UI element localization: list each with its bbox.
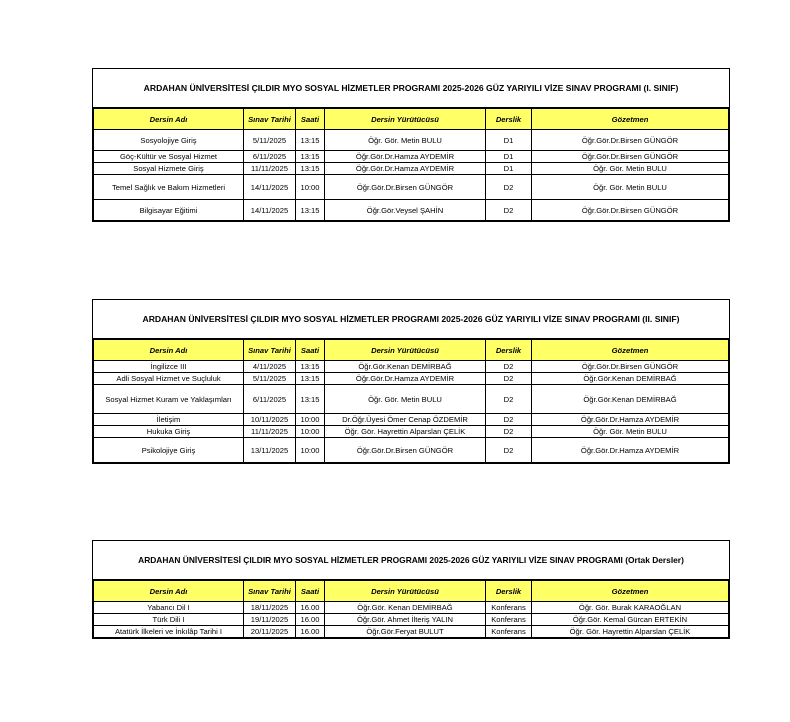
exam-time: 16.00 bbox=[296, 602, 325, 614]
col-classroom: Derslik bbox=[486, 109, 532, 130]
schedule-title: ARDAHAN ÜNİVERSİTESİ ÇILDIR MYO SOSYAL HİZMETLER PROGRAMI 2025-2026 GÜZ YARIYILI VİZE SINAV PROGRAMI (Ortak Dersler) bbox=[93, 541, 729, 580]
course-name: Sosyal Hizmet Kuram ve Yaklaşımları bbox=[94, 385, 244, 414]
classroom: D2 bbox=[486, 438, 532, 463]
col-classroom: Derslik bbox=[486, 581, 532, 602]
table-row bbox=[94, 373, 729, 385]
exam-date: 11/11/2025 bbox=[244, 426, 296, 438]
course-name: Göç-Kültür ve Sosyal Hizmet bbox=[94, 151, 244, 163]
exam-date: 13/11/2025 bbox=[244, 438, 296, 463]
instructor: Öğr.Gör.Feryat BULUT bbox=[325, 626, 486, 638]
course-name: Sosyal Hizmete Giriş bbox=[94, 163, 244, 175]
classroom: D2 bbox=[486, 175, 532, 200]
classroom: D2 bbox=[486, 373, 532, 385]
exam-time: 10:00 bbox=[296, 414, 325, 426]
instructor: Öğr. Gör. Metin BULU bbox=[325, 130, 486, 151]
col-proctor: Gözetmen bbox=[532, 109, 729, 130]
col-proctor: Gözetmen bbox=[532, 340, 729, 361]
instructor: Öğr.Gör. Kenan DEMİRBAĞ bbox=[325, 602, 486, 614]
table-row bbox=[94, 130, 729, 151]
exam-time: 16.00 bbox=[296, 626, 325, 638]
schedule-table bbox=[93, 108, 729, 221]
exam-time: 13:15 bbox=[296, 385, 325, 414]
instructor: Dr.Öğr.Üyesi Ömer Cenap ÖZDEMİR bbox=[325, 414, 486, 426]
classroom: D2 bbox=[486, 385, 532, 414]
exam-date: 6/11/2025 bbox=[244, 385, 296, 414]
table-row bbox=[94, 602, 729, 614]
instructor: Öğr.Gör. Ahmet İlteriş YALIN bbox=[325, 614, 486, 626]
exam-date: 20/11/2025 bbox=[244, 626, 296, 638]
table-row bbox=[94, 175, 729, 200]
exam-time: 13:15 bbox=[296, 373, 325, 385]
col-time: Saati bbox=[296, 109, 325, 130]
exam-schedule-first-year bbox=[92, 68, 730, 222]
proctor: Öğr.Gör.Kenan DEMİRBAĞ bbox=[532, 385, 729, 414]
schedule-title: ARDAHAN ÜNİVERSİTESİ ÇILDIR MYO SOSYAL HİZMETLER PROGRAMI 2025-2026 GÜZ YARIYILI VİZE SINAV PROGRAMI (I. SINIF) bbox=[93, 69, 729, 108]
table-row bbox=[94, 151, 729, 163]
proctor: Öğr.Gör.Dr.Birsen GÜNGÖR bbox=[532, 200, 729, 221]
col-proctor: Gözetmen bbox=[532, 581, 729, 602]
proctor: Öğr.Gör.Dr.Birsen GÜNGÖR bbox=[532, 130, 729, 151]
exam-time: 10:00 bbox=[296, 438, 325, 463]
col-time: Saati bbox=[296, 581, 325, 602]
exam-schedule-common-courses bbox=[92, 540, 730, 639]
exam-time: 10:00 bbox=[296, 426, 325, 438]
proctor: Öğr.Gör.Dr.Hamza AYDEMİR bbox=[532, 438, 729, 463]
course-name: Sosyolojiye Giriş bbox=[94, 130, 244, 151]
exam-date: 14/11/2025 bbox=[244, 200, 296, 221]
col-classroom: Derslik bbox=[486, 340, 532, 361]
instructor: Öğr.Gör.Dr.Birsen GÜNGÖR bbox=[325, 175, 486, 200]
col-time: Saati bbox=[296, 340, 325, 361]
instructor: Öğr.Gör.Veysel ŞAHİN bbox=[325, 200, 486, 221]
exam-time: 13:15 bbox=[296, 151, 325, 163]
course-name: Temel Sağlık ve Bakım Hizmetleri bbox=[94, 175, 244, 200]
instructor: Öğr. Gör. Metin BULU bbox=[325, 385, 486, 414]
exam-time: 13:15 bbox=[296, 163, 325, 175]
table-row bbox=[94, 614, 729, 626]
schedule-table bbox=[93, 339, 729, 463]
proctor: Öğr. Gör. Hayrettin Alparslan ÇELİK bbox=[532, 626, 729, 638]
classroom: D2 bbox=[486, 426, 532, 438]
classroom: D2 bbox=[486, 414, 532, 426]
classroom: Konferans bbox=[486, 626, 532, 638]
table-row bbox=[94, 200, 729, 221]
instructor: Öğr. Gör. Hayrettin Alparslan ÇELİK bbox=[325, 426, 486, 438]
schedule-table bbox=[93, 580, 729, 638]
col-course-name: Dersin Adı bbox=[94, 340, 244, 361]
col-exam-date: Sınav Tarihi bbox=[244, 109, 296, 130]
course-name: İletişim bbox=[94, 414, 244, 426]
instructor: Öğr.Gör.Dr.Hamza AYDEMİR bbox=[325, 373, 486, 385]
proctor: Öğr.Gör.Kenan DEMİRBAĞ bbox=[532, 373, 729, 385]
course-name: Bilgisayar Eğitimi bbox=[94, 200, 244, 221]
proctor: Öğr.Gör.Dr.Birsen GÜNGÖR bbox=[532, 151, 729, 163]
table-row bbox=[94, 626, 729, 638]
exam-date: 14/11/2025 bbox=[244, 175, 296, 200]
exam-time: 16.00 bbox=[296, 614, 325, 626]
classroom: D1 bbox=[486, 163, 532, 175]
exam-schedule-second-year bbox=[92, 299, 730, 464]
instructor: Öğr.Gör.Dr.Hamza AYDEMİR bbox=[325, 151, 486, 163]
classroom: D1 bbox=[486, 130, 532, 151]
proctor: Öğr.Gör.Dr.Hamza AYDEMİR bbox=[532, 414, 729, 426]
proctor: Öğr. Gör. Burak KARAOĞLAN bbox=[532, 602, 729, 614]
exam-date: 5/11/2025 bbox=[244, 130, 296, 151]
col-exam-date: Sınav Tarihi bbox=[244, 340, 296, 361]
table-row bbox=[94, 385, 729, 414]
header-row bbox=[94, 581, 729, 602]
exam-date: 19/11/2025 bbox=[244, 614, 296, 626]
exam-date: 11/11/2025 bbox=[244, 163, 296, 175]
classroom: D2 bbox=[486, 200, 532, 221]
table-row bbox=[94, 163, 729, 175]
exam-date: 10/11/2025 bbox=[244, 414, 296, 426]
course-name: Hukuka Giriş bbox=[94, 426, 244, 438]
exam-time: 13:15 bbox=[296, 361, 325, 373]
schedule-title: ARDAHAN ÜNİVERSİTESİ ÇILDIR MYO SOSYAL HİZMETLER PROGRAMI 2025-2026 GÜZ YARIYILI VİZE SINAV PROGRAMI (II. SINIF) bbox=[93, 300, 729, 339]
header-row bbox=[94, 109, 729, 130]
table-row bbox=[94, 361, 729, 373]
col-course-name: Dersin Adı bbox=[94, 581, 244, 602]
col-instructor: Dersin Yürütücüsü bbox=[325, 340, 486, 361]
course-name: İngilizce III bbox=[94, 361, 244, 373]
col-instructor: Dersin Yürütücüsü bbox=[325, 581, 486, 602]
classroom: D2 bbox=[486, 361, 532, 373]
col-exam-date: Sınav Tarihi bbox=[244, 581, 296, 602]
col-course-name: Dersin Adı bbox=[94, 109, 244, 130]
header-row bbox=[94, 340, 729, 361]
course-name: Psikolojiye Giriş bbox=[94, 438, 244, 463]
instructor: Öğr.Gör.Dr.Hamza AYDEMİR bbox=[325, 163, 486, 175]
instructor: Öğr.Gör.Dr.Birsen GÜNGÖR bbox=[325, 438, 486, 463]
exam-time: 13:15 bbox=[296, 200, 325, 221]
proctor: Öğr. Gör. Metin BULU bbox=[532, 175, 729, 200]
proctor: Öğr. Gör. Metin BULU bbox=[532, 163, 729, 175]
classroom: Konferans bbox=[486, 614, 532, 626]
course-name: Türk Dili I bbox=[94, 614, 244, 626]
exam-date: 4/11/2025 bbox=[244, 361, 296, 373]
classroom: Konferans bbox=[486, 602, 532, 614]
exam-time: 13:15 bbox=[296, 130, 325, 151]
classroom: D1 bbox=[486, 151, 532, 163]
exam-date: 6/11/2025 bbox=[244, 151, 296, 163]
proctor: Öğr. Gör. Metin BULU bbox=[532, 426, 729, 438]
table-row bbox=[94, 438, 729, 463]
exam-date: 18/11/2025 bbox=[244, 602, 296, 614]
course-name: Yabancı Dil I bbox=[94, 602, 244, 614]
proctor: Öğr.Gör.Dr.Birsen GÜNGÖR bbox=[532, 361, 729, 373]
table-row bbox=[94, 414, 729, 426]
course-name: Atatürk İlkeleri ve İnkılâp Tarihi I bbox=[94, 626, 244, 638]
exam-date: 5/11/2025 bbox=[244, 373, 296, 385]
table-row bbox=[94, 426, 729, 438]
col-instructor: Dersin Yürütücüsü bbox=[325, 109, 486, 130]
exam-time: 10:00 bbox=[296, 175, 325, 200]
proctor: Öğr.Gör. Kemal Gürcan ERTEKİN bbox=[532, 614, 729, 626]
course-name: Adli Sosyal Hizmet ve Suçluluk bbox=[94, 373, 244, 385]
instructor: Öğr.Gör.Kenan DEMİRBAĞ bbox=[325, 361, 486, 373]
